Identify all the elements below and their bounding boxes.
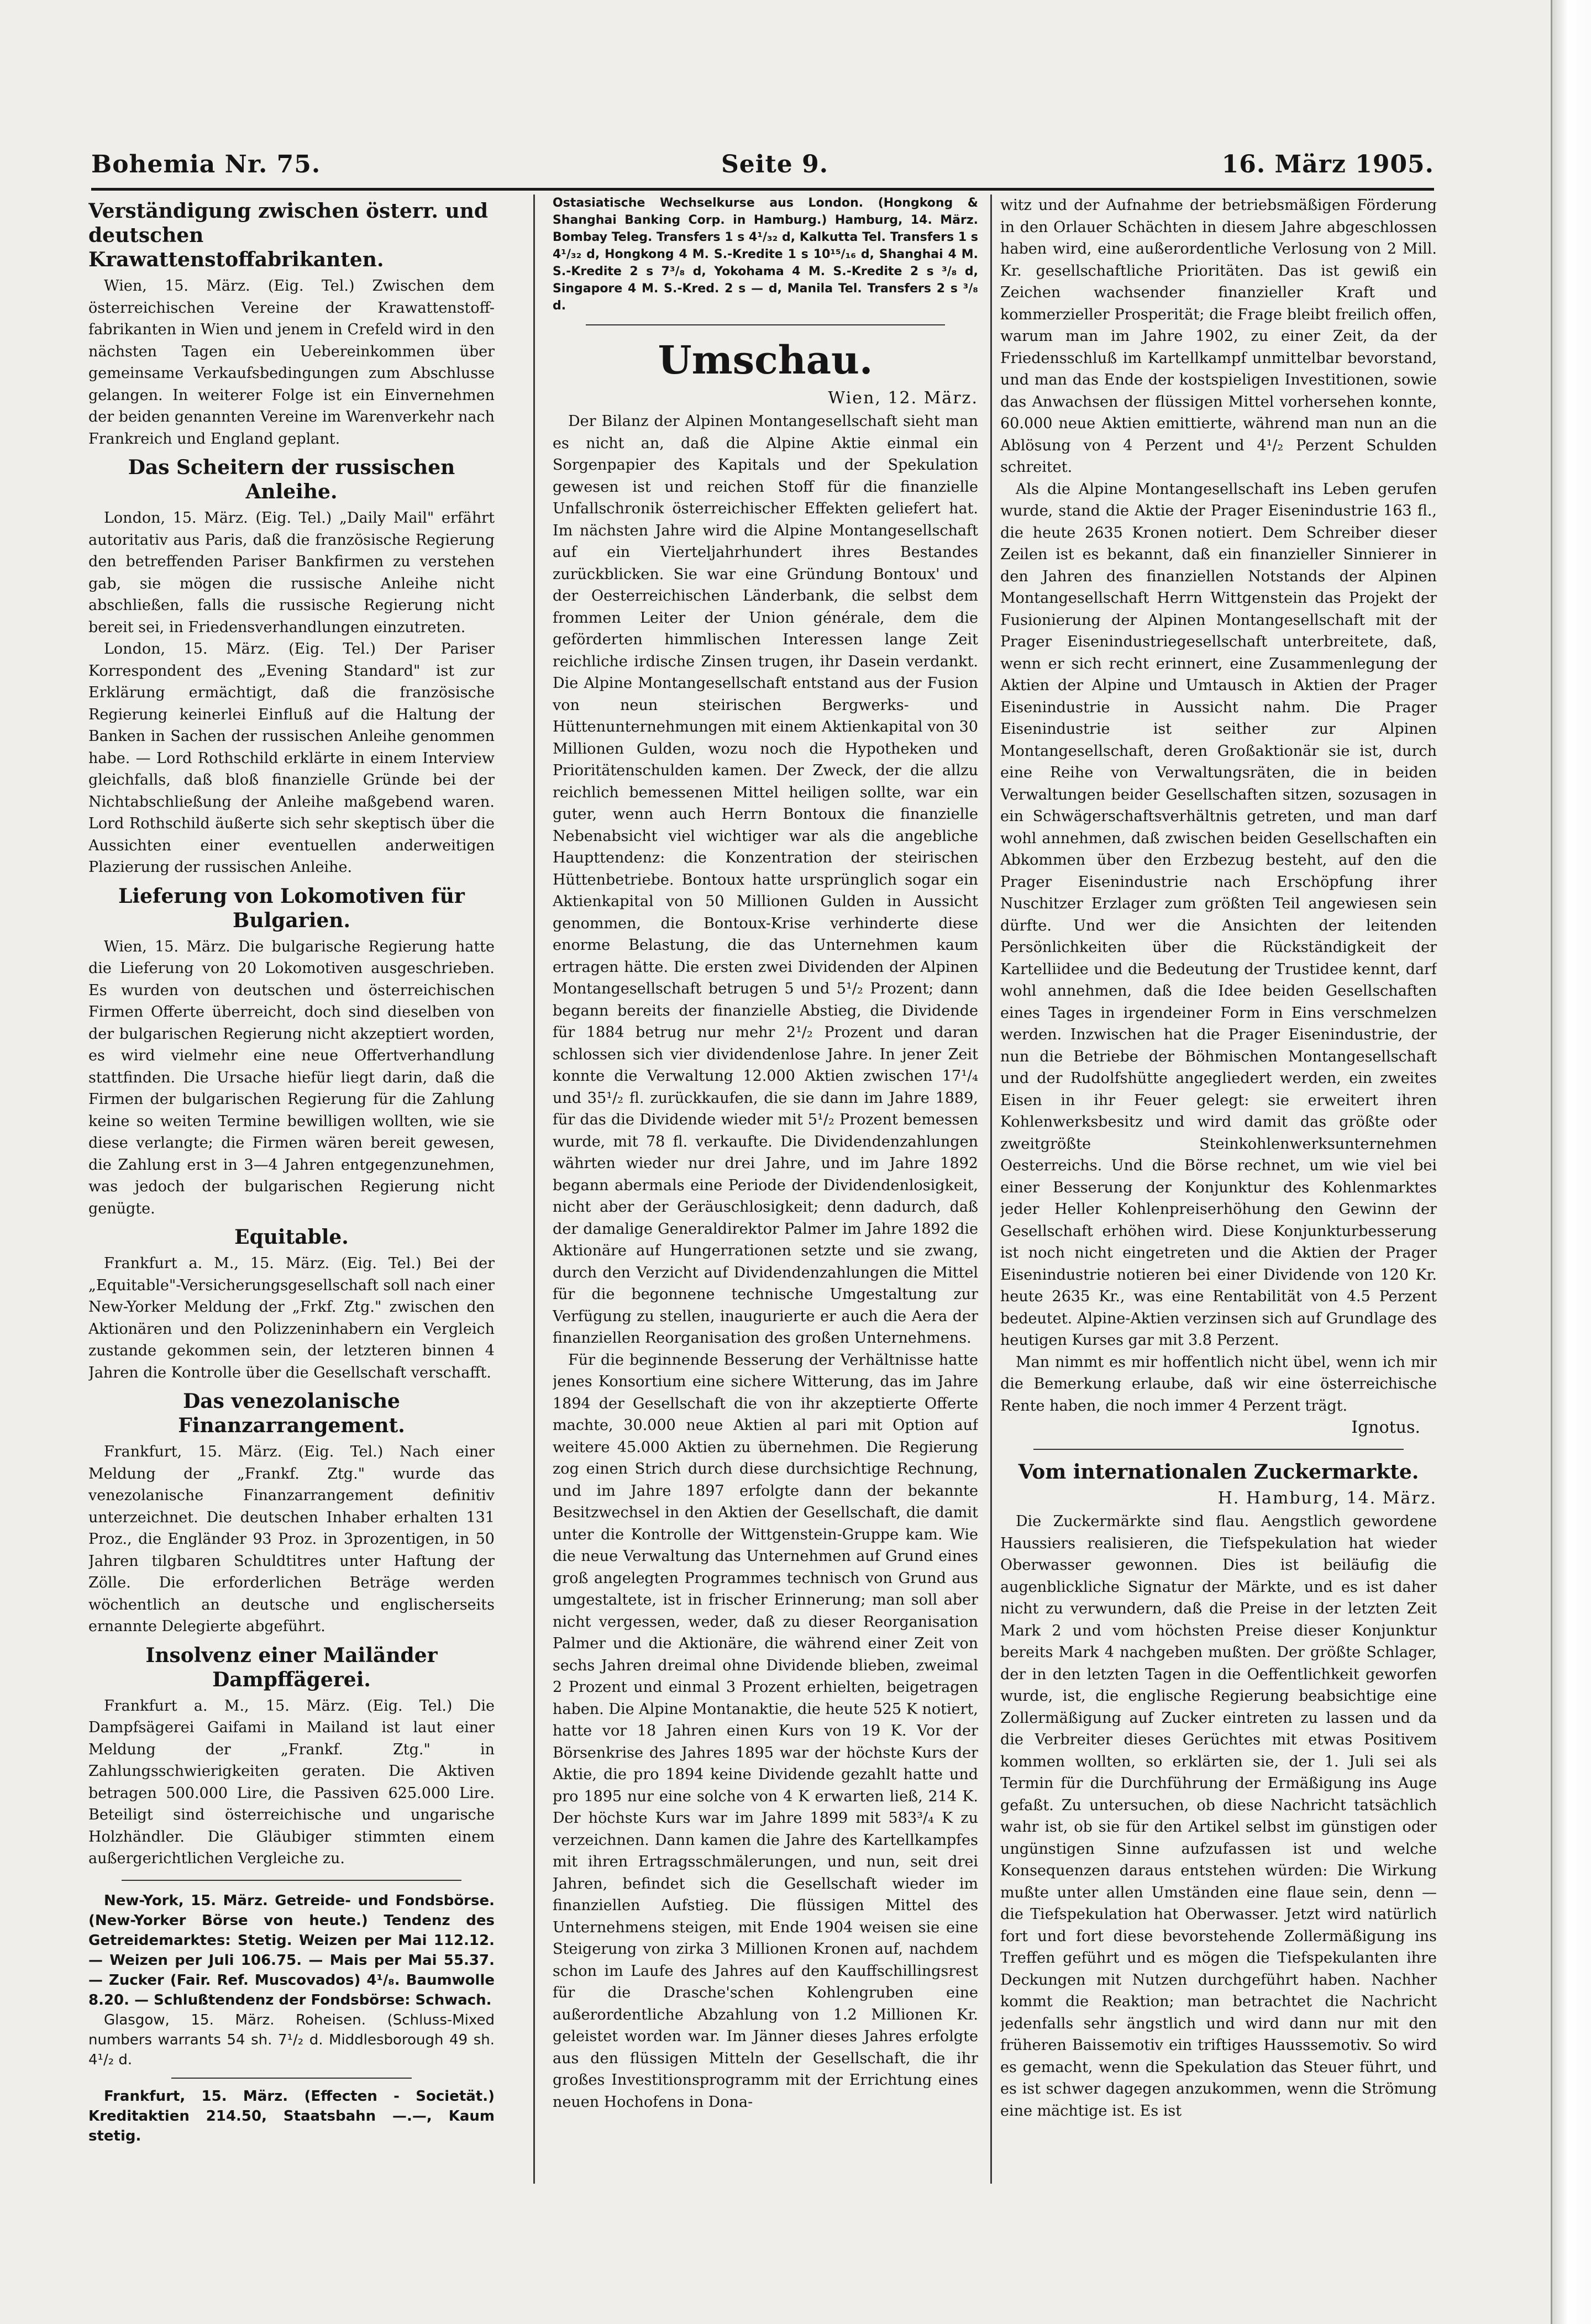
dateline: Wien, 12. März. [828, 388, 978, 408]
section-separator [1033, 1449, 1404, 1450]
article-text: Als die Alpine Montangesellschaft ins Leben gerufen wurde, stand die Aktie der Prager Eisenindustrie 163 fl., die heute 2635 Kronen notiert. Dem Schreiber dieser Zeilen ist es bekannt, daß ein finanzieller Sinnierer in den Jahren des finanziellen Notstands der Alpinen Montangesellschaft Herrn Wittgenstein das Projekt der Fusionierung der Alpinen Montangesellschaft mit der Prager Eisenindustriegesellschaft unterbreitete, daß, wenn er sich recht erinnert, eine Zusammenlegung der Aktien der Alpine und Umtausch in Aktien der Prager Eisenindustrie in Aussicht nahm. Die Prager Eisenindustrie ist seither zur Alpinen Montangesellschaft, deren Großaktionär sie ist, durch eine Reihe von Verwaltungsräten, die in beiden Verwaltungen beider Gesellschaften sitzen, sozusagen in ein Schwägerschaftsverhältnis getreten, und man darf wohl annehmen, daß zwischen beiden Gesellschaften ein Abkommen über den Erzbezug besteht, auf den die Prager Eisenindustrie nach Erschöpfung ihrer Nuschitzer Erzlager zum größten Teil angewiesen sein dürfte. Und wer die Ansichten der leitenden Persönlichkeiten über die Rückständigkeit der Kartelliidee und die Bedeutung der Trustidee kennt, darf wohl annehmen, daß die Idee beiden Gesellschaften eines Tages in irgendeiner Form in Eins verschmelzen werden. Inzwischen hat die Prager Eisenindustrie, der nun die Betriebe der Böhmischen Montangesellschaft und der Rudolfshütte angegliedert werden, ein zweites Eisen in ihr Feuer gelegt: sie erweitert ihren Kohlenwerksbesitz und wird damit das größte oder zweitgrößte Steinkohlenwerksunternehmen Oesterreichs. Und die Börse rechnet, um wie viel bei einer Besserung der Konjunktur des Kohlenmarktes jeder Heller Kohlenpreiserhöhung den Gewinn der Gesellschaft erhöhen wird. Diese Konjunkturbesserung ist noch nicht eingetreten und die Aktien der Prager Eisenindustrie notieren bei einer Dividende von 120 Kr. heute 2635 Kr., was eine Rentabilität von 4.5 Perzent bedeutet. Alpine-Aktien verzinsen sich auf Grundlage des heutigen Kurses gar mit 3.8 Perzent. [1000, 480, 1437, 1349]
article [88, 1643, 495, 1870]
article [88, 455, 495, 879]
dateline: H. Hamburg, 14. März. [1217, 1489, 1437, 1508]
header-page-number: Seite 9. [721, 150, 829, 178]
market-report [88, 1891, 495, 2070]
market-report [88, 2086, 495, 2146]
article-text: witz und der Aufnahme der betriebsmäßigen Förderung in den Orlauer Schächten in diesem Jahre abgeschlossen haben wird, eine außerordentliche Verlosung von 2 Mill. Kr. gesellschaftliche Prioritäten. Das ist gewiß ein Zeichen wachsender finanzieller Kraft und kommerzieller Prosperität; die Frage bleibt freilich offen, warum man im Jahre 1902, zu einer Zeit, da der Friedensschluß im Kartellkampf unmittelbar bevorstand, und man das Ende der kostspieligen Investitionen, sowie das Anwachsen der flüssigen Mittel vorhersehen konnte, 60.000 neue Aktien emittierte, während man nun an die Ablösung von 4 Perzent und 4¹/₂ Perzent Schulden schreitet. [1000, 197, 1437, 476]
article-title: Vom internationalen Zuckermarkte. [1018, 1460, 1419, 1484]
market-text-frankfurt: Frankfurt, 15. März. (Effecten - Societät.) Kreditaktien 214.50, Staatsbahn —.—, Kaum stetig. [88, 2088, 495, 2144]
header-rule [91, 188, 1434, 191]
article-text: Die Zuckermärkte sind flau. Aengstlich gewordene Haussiers realisieren, die Tiefspekulation hat wieder Oberwasser gewonnen. Dies ist beiläufig die augenblickliche Signatur der Märkte, und es ist daher nicht zu verwundern, daß die Preise in der letzten Zeit Mark 2 und vom höchsten Preise dieser Konjunktur bereits Mark 4 nachgeben mußten. Der größte Schlager, der in den letzten Tagen in die Oeffentlichkeit geworfen wurde, ist, die englische Regierung beabsichtige eine Zollermäßigung auf Zucker eintreten zu lassen und da die Verbreiter dieses Gerüchtes mit etwas Positivem kommen wollten, so erklärten sie, der 1. Juli sei als Termin für die Durchführung der Ermäßigung ins Auge gefaßt. Zu untersuchen, ob diese Nachricht tatsächlich wahr ist, ob sie für den Artikel selbst im günstigen oder ungünstigen Sinne aufzufassen ist und welche Konsequenzen daraus entstehen würden: Die Wirkung mußte unter allen Umständen eine flaue sein, denn — die Tiefspekulation hat Oberwasser. Jetzt wird natürlich fort und fort diese bevorstehende Zollermäßigung ins Treffen geführt und es mögen die Tiefspekulanten ihre Deckungen mit Nutzen durchgeführt haben. Nachher kommt die Reaktion; man betrachtet die Nachricht jedenfalls sehr ängstlich und wird dann nur mit den früheren Baissemotiv ein triftiges Hausssemotiv. So wird es gemacht, wenn die Spekulation das Steuer führt, und es ist schwer dagegen anzukommen, wenn die Strömung eine mächtige ist. Es ist [1000, 1513, 1437, 2120]
exchange-rates-text: Ostasiatische Wechselkurse aus London. (Hongkong & Shanghai Banking Corp. in Hamburg.) Hamburg, 14. März. Bombay Teleg. Transfers 1 s 4¹/₃₂ d, Kalkutta Tel. Transfers 1 s 4¹/₃₂ d, Hongkong 4 M. S.-Kredite 1 s 10¹⁵/₁₆ d, Shanghai 4 M. S.-Kredite 2 s 7³/₈ d, Yokohama 4 M. S.-Kredite 2 s ³/₈ d, Singapore 4 M. S.-Kred. 2 s — d, Manila Tel. Transfers 2 s ³/₈ d. [553, 196, 978, 313]
article-text: Man nimmt es mir hoffentlich nicht übel, wenn ich mir die Bemerkung erlaube, daß wir eine österreichische Rente haben, die noch immer 4 Perzent trägt. [1000, 1353, 1437, 1415]
article [88, 1225, 495, 1384]
article-text: Frankfurt, 15. März. (Eig. Tel.) Nach einer Meldung der „Frankf. Ztg." wurde das venezolanische Finanzarrangement definitiv unterzeichnet. Die deutschen Inhaber erhalten 131 Proz., die Engländer 93 Proz. in 3prozentigen, in 50 Jahren tilgbaren Schuldtitres unter Haftung der Zölle. Die erforderlichen Beträge werden wöchentlich an deutsche und englischerseits ernannte Delegierte abgeführt. [88, 1443, 495, 1635]
column-divider [533, 194, 535, 2184]
article-title: Equitable. [234, 1226, 349, 1249]
article-text: Wien, 15. März. (Eig. Tel.) Zwischen dem österreichischen Vereine der Krawattenstoff-fabrikanten in Wien und jenem in Crefeld wird in den nächsten Tagen ein Uebereinkommen über gemeinsame Verkaufsbedingungen zum Abschlusse gelangen. In weiterer Folge ist ein Einvernehmen der beiden genannten Vereine im Warenverkehr nach Frankreich und England geplant. [88, 277, 495, 448]
article-title: Das Scheitern der russischen Anleihe. [128, 456, 455, 503]
article-text: London, 15. März. (Eig. Tel.) Der Pariser Korrespondent des „Evening Standard" ist zur Erklärung ermächtigt, daß die französische Regierung keinerlei Einfluß auf die Haltung der Banken in Sachen der russischen Anleihe genommen habe. — Lord Rothschild erklärte in einem Interview gleichfalls, daß bloß finanzielle Gründe bei der Nichtabschließung der Anleihe maßgebend waren. Lord Rothschild äußerte sich sehr skeptisch über die Aussichten einer eventuellen anderweitigen Plazierung der russischen Anleihe. [88, 640, 495, 876]
article-text: Frankfurt a. M., 15. März. (Eig. Tel.) Bei der „Equitable"-Versicherungsgesellschaft soll nach einer New-Yorker Meldung der „Frkf. Ztg." zwischen den Aktionären und den Polizzeninhabern ein Vergleich zustande gekommen sein, der letzteren binnen 4 Jahren die Kontrolle über die Gesellschaft verschafft. [88, 1255, 495, 1381]
article-title: Lieferung von Lokomotiven für Bulgarien. [118, 884, 465, 932]
column-divider [990, 194, 992, 2184]
section-separator [171, 2078, 412, 2079]
article-text: Für die beginnende Besserung der Verhältnisse hatte jenes Konsortium eine sichere Witterung, das im Jahre 1894 der Gesellschaft die von ihr akzeptierte Offerte machte, 30.000 neue Aktien al pari mit Option auf weitere 45.000 Aktien zu übernehmen. Die Regierung zog einen Strich durch diese durchsichtige Rechnung, und im Jahre 1897 erfolgte dann der bekannte Besitzwechsel in den Aktien der Gesellschaft, die damit unter die Kontrolle der Wittgenstein-Gruppe kam. Wie die neue Verwaltung das Unternehmen auf Grund eines groß angelegten Programmes technisch von Grund aus umgestaltete, ist in frischer Erinnerung; man soll aber nicht vergessen, weder, daß zu dieser Reorganisation Palmer und die Aktionäre, die während einer Zeit von sechs Jahren dreimal ohne Dividende blieben, zweimal 2 Prozent und einmal 3 Prozent erhielten, beigetragen haben. Die Alpine Montanaktie, die heute 525 K notiert, hatte vor 18 Jahren einen Kurs von 19 K. Vor der Börsenkrise des Jahres 1895 war der höchste Kurs der Aktie, die pro 1894 keine Dividende gezahlt hatte und pro 1895 nur eine solche von 4 K erwarten ließ, 214 K. Der höchste Kurs war im Jahre 1899 mit 583³/₄ K zu verzeichnen. Dann kamen die Jahre des Kartellkampfes mit ihren Ertragsschmälerungen, und nun, seit drei Jahren, befindet sich die Gesellschaft wieder im finanziellen Aufstieg. Die flüssigen Mittel des Unternehmens steigen, mit Ende 1904 weisen sie eine Steigerung von zirka 3 Millionen Kronen auf, nachdem schon im Laufe des Jahres auf den Kauffschillingsrest für die Drasche'schen Kohlengruben eine außerordentliche Abzahlung von 1.2 Millionen Kr. geleistet worden war. Im Jänner dieses Jahres erfolgte aus den flüssigen Mitteln der Gesellschaft, die ihr großes Investitionsprogramm mit der Errichtung eines neuen Hochofens in Dona- [553, 1351, 978, 2111]
article-title: Insolvenz einer Mailänder Dampffägerei. [145, 1643, 438, 1691]
section-separator [586, 324, 945, 325]
column-middle [553, 194, 978, 2278]
market-text-newyork: New-York, 15. März. Getreide- und Fondsbörse. (New-Yorker Börse von heute.) Tendenz des Getreidemarktes: Stetig. Weizen per Mai 112.12. — Weizen per Juli 106.75. — Mais per Mai 55.37. — Zucker (Fair. Ref. Muscovados) 4¹/₈. Baumwolle 8.20. — Schlußtendenz der Fondsbörse: Schwach. [88, 1892, 495, 2008]
article [88, 884, 495, 1220]
header-date: 16. März 1905. [1221, 150, 1434, 178]
feature-title: Umschau. [658, 337, 873, 383]
article [88, 199, 495, 450]
article-title: Das venezolanische Finanzarrangement. [178, 1390, 405, 1437]
article [88, 1389, 495, 1638]
article-text: Frankfurt a. M., 15. März. (Eig. Tel.) Die Dampfsägerei Gaifami in Mailand ist laut einer Meldung der „Frankf. Ztg." in Zahlungsschwierigkeiten geraten. Die Aktiven betragen 500.000 Lire, die Passiven 625.000 Lire. Beteiligt sind österreichische und ungarische Holzhändler. Die Gläubiger stimmten einem außergerichtlichen Vergleiche zu. [88, 1697, 495, 1867]
article-text: London, 15. März. (Eig. Tel.) „Daily Mail" erfährt autoritativ aus Paris, daß die französische Regierung den betreffenden Pariser Bankfirmen zu verstehen gab, sie mögen die russische Anleihe nicht abschließen, falls die russische Regierung nicht bereit sei, in Friedensverhandlungen einzutreten. [88, 509, 495, 636]
article-title: Verständigung zwischen österr. und deutschen Krawattenstoffabrikanten. [88, 199, 489, 271]
column-left [88, 194, 495, 2278]
scan-margin [1551, 0, 1591, 2324]
article-text: Wien, 15. März. Die bulgarische Regierung hatte die Lieferung von 20 Lokomotiven ausgeschrieben. Es wurden von deutschen und österreichischen Firmen Offerte überreicht, doch sind dieselben von der bulgarischen Regierung nicht akzeptiert worden, es wird vielmehr eine neue Offertverhandlung stattfinden. Die Ursache hiefür liegt darin, daß die Firmen der bulgarischen Regierung für die Zahlung keine so weiten Termine bewilligen wollten, wie sie diese verlangte; die Firmen wären bereit gewesen, die Zahlung erst in 3—4 Jahren entgegenzunehmen, was jedoch der bulgarischen Regierung nicht genügte. [88, 938, 495, 1217]
article-text: Der Bilanz der Alpinen Montangesellschaft sieht man es nicht an, daß die Alpine Aktie einmal ein Sorgenpapier des Kapitals und der Spekulation gewesen ist und reichen Stoff für die finanzielle Unfallschronik österreichischer Effekten geliefert hat. Im nächsten Jahre wird die Alpine Montangesellschaft auf ein Vierteljahrhundert ihres Bestandes zurückblicken. Sie war eine Gründung Bontoux' und der Oesterreichischen Länderbank, die selbst dem frommen Leiter der Union générale, dem die geförderten himmlischen Interessen lange Zeit reichliche irdische Zinsen trugen, ihr Dasein verdankt. Die Alpine Montangesellschaft entstand aus der Fusion von neun steirischen Bergwerks- und Hüttenunternehmungen mit einem Aktienkapital von 30 Millionen Gulden, wozu noch die Hypotheken und Prioritätenschulden kamen. Der Zweck, der die allzu reichlich bemessenen Mittel heiligen sollte, war ein guter, wenn auch Herrn Bontoux die finanzielle Nebenabsicht viel wichtiger war als die angebliche Haupttendenz: die Konzentration der steirischen Hüttenbetriebe. Bontoux hatte ursprünglich sogar ein Aktienkapital von 50 Millionen Gulden in Aussicht genommen, die Bontoux-Krise verhinderte diese enorme Belastung, die das Unternehmen kaum ertragen hätte. Die ersten zwei Dividenden der Alpinen Montangesellschaft betrugen 5 und 5¹/₂ Prozent; dann begann bereits der finanzielle Abstieg, die Dividende für 1884 betrug nur mehr 2¹/₂ Prozent und daran schlossen sich vier dividendenlose Jahre. In jener Zeit konnte die Verwaltung 12.000 Aktien zwischen 17¹/₄ und 35¹/₂ fl. zurückkaufen, die sie dann im Jahre 1889, für das die Dividende wieder mit 5¹/₂ Prozent bemessen wurde, mit 78 fl. verkaufte. Die Dividendenzahlungen währten wieder nur drei Jahre, und im Jahre 1892 begann abermals eine Periode der Dividendenlosigkeit, nicht aber der Geräuschlosigkeit; denn dadurch, daß der damalige Generaldirektor Palmer im Jahre 1892 die Aktionäre auf Hungerrationen setzte und sie zwang, durch den Verzicht auf Dividendenzahlungen die Mittel für die begonnene technische Umgestaltung zur Verfügung zu stellen, inaugurierte er auch die Aera der finanziellen Reorganisation des großen Unternehmens. [553, 413, 978, 1347]
header-issue: Bohemia Nr. 75. [91, 150, 321, 178]
exchange-rates-note [553, 194, 978, 314]
column-right [1000, 194, 1437, 2278]
market-text-glasgow: Glasgow, 15. März. Roheisen. (Schluss-Mixed numbers warrants 54 sh. 7¹/₂ d. Middlesborough 49 sh. 4¹/₂ d. [88, 2011, 495, 2068]
page-header [91, 150, 1434, 189]
signature: Ignotus. [1351, 1418, 1420, 1437]
section-separator [122, 1880, 461, 1881]
